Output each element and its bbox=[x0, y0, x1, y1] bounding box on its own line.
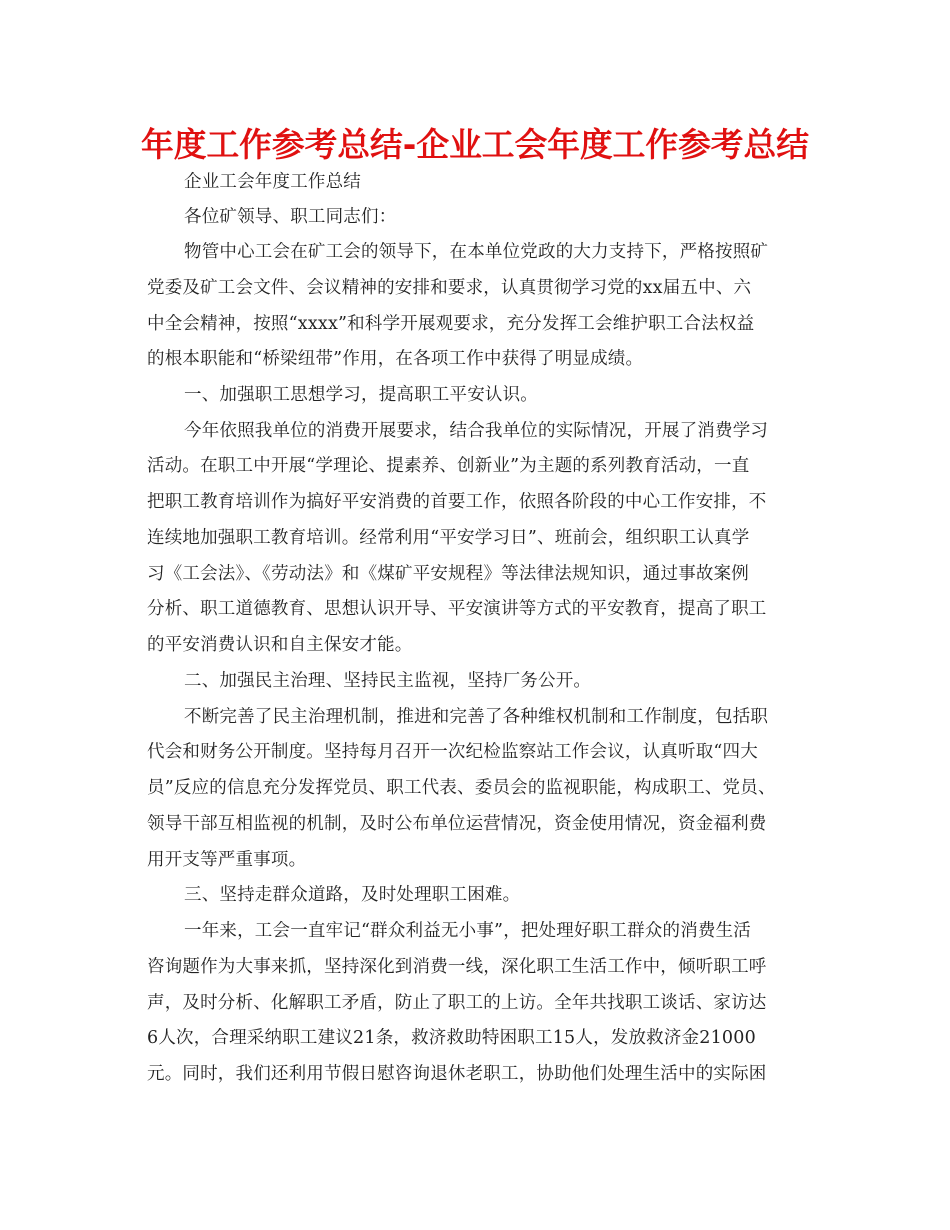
body-line: 员”反应的信息充分发挥党员、职工代表、委员会的监视职能，构成职工、党员、 bbox=[147, 778, 776, 798]
body-line: 元。同时，我们还利用节假日慰咨询退休老职工，协助他们处理生活中的实际困 bbox=[147, 1064, 767, 1084]
body-line: 中全会精神，按照“xxxx”和科学开展观要求，充分发挥工会维护职工合法权益 bbox=[147, 314, 755, 334]
greeting-line: 各位矿领导、职工同志们： bbox=[184, 207, 397, 227]
body-line: 6人次，合理采纳职工建议21条，救济救助特困职工15人，发放救济金21000 bbox=[147, 1028, 756, 1048]
body-line: 习《工会法》、《劳动法》和《煤矿平安规程》等法律法规知识，通过事故案例 bbox=[147, 564, 749, 584]
section-heading: 一、加强职工思想学习，提高职工平安认识。 bbox=[184, 385, 538, 405]
document-title: 年度工作参考总结-企业工会年度工作参考总结 bbox=[141, 126, 809, 164]
body-line: 用开支等严重事项。 bbox=[147, 850, 307, 870]
section-heading: 三、坚持走群众道路，及时处理职工困难。 bbox=[184, 885, 521, 905]
body-line: 领导干部互相监视的机制，及时公布单位运营情况，资金使用情况，资金福利费 bbox=[147, 814, 767, 834]
body-line: 不断完善了民主治理机制，推进和完善了各种维权机制和工作制度，包括职 bbox=[184, 707, 769, 727]
document-subtitle: 企业工会年度工作总结 bbox=[184, 172, 361, 192]
body-line: 的平安消费认识和自主保安才能。 bbox=[147, 635, 413, 655]
body-line: 今年依照我单位的消费开展要求，结合我单位的实际情况，开展了消费学习 bbox=[184, 421, 769, 441]
body-line: 活动。在职工中开展“学理论、提素养、创新业”为主题的系列教育活动，一直 bbox=[147, 456, 750, 476]
section-heading: 二、加强民主治理、坚持民主监视，坚持厂务公开。 bbox=[184, 671, 592, 691]
body-line: 党委及矿工会文件、会议精神的安排和要求，认真贯彻学习党的xx届五中、六 bbox=[147, 278, 752, 298]
body-line: 一年来，工会一直牢记“群众利益无小事”，把处理好职工群众的消费生活 bbox=[184, 921, 751, 941]
body-line: 物管中心工会在矿工会的领导下，在本单位党政的大力支持下，严格按照矿 bbox=[184, 242, 769, 262]
body-line: 咨询题作为大事来抓，坚持深化到消费一线，深化职工生活工作中，倾听职工呼 bbox=[147, 957, 767, 977]
body-line: 连续地加强职工教育培训。经常利用“平安学习日”、班前会，组织职工认真学 bbox=[147, 528, 750, 548]
body-line: 代会和财务公开制度。坚持每月召开一次纪检监察站工作会议，认真听取“四大 bbox=[147, 742, 758, 762]
body-line: 的根本职能和“桥梁纽带”作用，在各项工作中获得了明显成绩。 bbox=[147, 349, 644, 369]
body-line: 声，及时分析、化解职工矛盾，防止了职工的上访。全年共找职工谈话、家访达 bbox=[147, 993, 767, 1013]
body-line: 分析、职工道德教育、思想认识开导、平安演讲等方式的平安教育，提高了职工 bbox=[147, 599, 767, 619]
body-line: 把职工教育培训作为搞好平安消费的首要工作，依照各阶段的中心工作安排，不 bbox=[147, 492, 767, 512]
